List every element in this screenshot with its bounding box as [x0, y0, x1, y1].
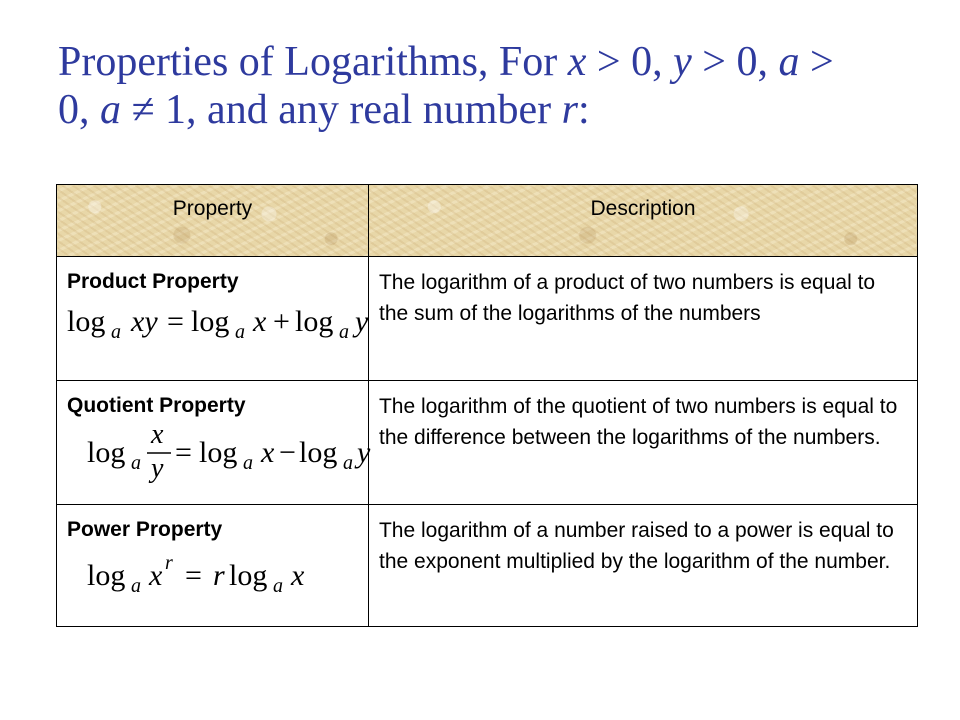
svg-text:r: r	[165, 552, 173, 574]
svg-text:log: log	[87, 436, 126, 469]
description-cell: The logarithm of a number raised to a power is equal to the exponent multiplied by the logarithm of the number.	[368, 505, 917, 627]
table-header-row	[57, 185, 918, 257]
slide-title: Properties of Logarithms, For x > 0, y > 0, a > 0, a ≠ 1, and any real number r:	[58, 39, 834, 133]
svg-text:a: a	[131, 452, 141, 474]
table-row	[57, 505, 918, 627]
quotient-formula	[67, 419, 371, 484]
property-cell	[57, 381, 369, 505]
svg-text:y: y	[151, 453, 164, 484]
svg-text:=: =	[175, 436, 192, 469]
svg-text:y: y	[357, 436, 371, 469]
svg-text:+: +	[273, 305, 290, 338]
table-row	[57, 381, 918, 505]
svg-text:x: x	[151, 419, 164, 450]
svg-text:log: log	[299, 436, 338, 469]
svg-text:log: log	[229, 559, 268, 592]
svg-text:log: log	[191, 305, 230, 338]
property-cell	[57, 505, 369, 627]
description-cell: The logarithm of the quotient of two numbers is equal to the difference between the logarithms of the numbers.	[368, 381, 917, 505]
svg-text:log: log	[199, 436, 238, 469]
product-formula	[67, 301, 367, 341]
svg-text:log: log	[295, 305, 334, 338]
svg-text:x: x	[149, 559, 163, 592]
svg-text:x: x	[261, 436, 275, 469]
svg-text:−: −	[279, 436, 296, 469]
description-cell: The logarithm of a product of two numbers is equal to the sum of the logarithms of the numbers	[368, 257, 917, 381]
svg-text:log: log	[67, 305, 106, 338]
header-description: Description	[368, 185, 917, 257]
svg-text:x: x	[291, 559, 305, 592]
svg-text:=: =	[185, 559, 202, 592]
svg-text:a: a	[131, 575, 141, 597]
svg-text:=: =	[167, 305, 184, 338]
svg-text:a: a	[343, 452, 353, 474]
svg-text:a: a	[235, 321, 245, 343]
svg-text:xy: xy	[131, 305, 158, 338]
svg-text:x: x	[253, 305, 267, 338]
property-name: Power Property	[67, 518, 223, 541]
svg-text:r: r	[213, 559, 225, 592]
properties-table	[56, 184, 918, 627]
power-formula	[67, 553, 367, 599]
svg-text:a: a	[339, 321, 349, 343]
property-name: Quotient Property	[67, 394, 246, 417]
table-row	[57, 257, 918, 381]
svg-text:a: a	[243, 452, 253, 474]
svg-text:log: log	[87, 559, 126, 592]
property-cell	[57, 257, 369, 381]
svg-text:y: y	[355, 305, 369, 338]
svg-text:a: a	[111, 321, 121, 343]
header-property: Property	[57, 185, 369, 257]
svg-text:a: a	[273, 575, 283, 597]
property-name: Product Property	[67, 270, 239, 293]
